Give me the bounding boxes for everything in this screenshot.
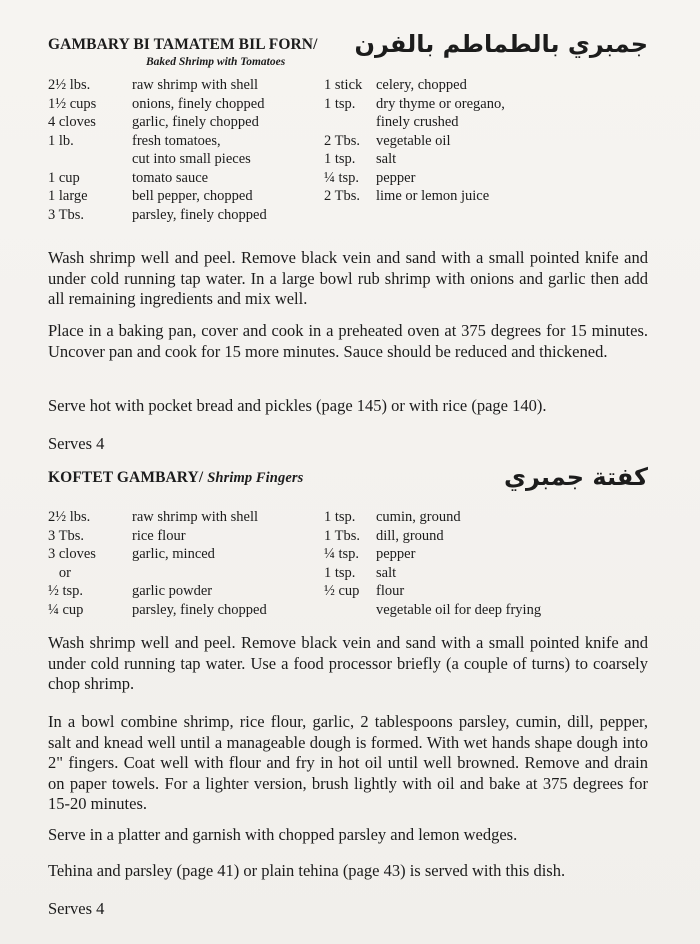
ingredient-item: celery, chopped — [376, 77, 467, 93]
ingredient-qty: 3 cloves — [48, 546, 96, 562]
recipe-title-arabic: كفتة جمبري — [503, 463, 648, 491]
ingredient-qty: 1 large — [48, 188, 88, 204]
recipe-baked-shrimp — [48, 30, 648, 226]
recipe-title-row — [48, 463, 648, 491]
ingredient-qty: 1 tsp. — [324, 509, 356, 525]
ingredient-qty: 1 lb. — [48, 132, 74, 149]
ingredient-row — [324, 508, 541, 527]
ingredient-qty: 1 Tbs. — [324, 527, 360, 544]
ingredient-row — [324, 582, 541, 601]
ingredient-item: salt — [376, 564, 397, 581]
ingredient-item: flour — [376, 583, 405, 599]
ingredient-row — [324, 187, 505, 206]
serving-suggestion: Serve in a platter and garnish with chopped parsley and lemon wedges. — [48, 825, 518, 844]
instruction-paragraph: Wash shrimp well and peel. Remove black vein and sand with a small pointed knife and under cold running tap water. Use a food processor briefly (a couple of turns) to coarsely chop shrimp. — [48, 633, 648, 693]
ingredient-row — [324, 76, 505, 95]
ingredient-row — [48, 527, 267, 546]
recipe-title-row — [48, 30, 648, 58]
ingredient-row — [324, 545, 541, 564]
ingredient-row — [48, 601, 267, 620]
ingredient-row — [48, 132, 267, 151]
ingredient-row — [324, 150, 505, 169]
ingredient-item: lime or lemon juice — [376, 188, 490, 204]
ingredient-item: dill, ground — [376, 527, 444, 544]
ingredient-row — [324, 132, 505, 151]
ingredient-qty: 1 tsp. — [324, 95, 356, 112]
ingredients-list — [48, 76, 648, 226]
ingredient-item: parsley, finely chopped — [132, 206, 267, 223]
ingredient-qty: 4 cloves — [48, 114, 96, 130]
ingredient-item: garlic, finely chopped — [132, 114, 259, 130]
ingredient-qty: ¼ tsp. — [324, 169, 360, 186]
ingredients-column-right — [324, 508, 541, 619]
serving-suggestion: Serve hot with pocket bread and pickles (page 145) or with rice (page 140). — [48, 396, 547, 415]
ingredient-item: finely crushed — [376, 114, 459, 130]
ingredients-list — [48, 508, 648, 623]
ingredient-row — [48, 206, 267, 225]
ingredient-row — [48, 508, 267, 527]
ingredient-item: cumin, ground — [376, 509, 461, 525]
ingredient-qty: 2½ lbs. — [48, 509, 91, 525]
ingredient-row — [324, 601, 541, 620]
ingredients-column-left — [48, 508, 267, 619]
ingredient-row — [324, 564, 541, 583]
recipe-shrimp-fingers — [48, 463, 648, 623]
ingredient-qty: 2½ lbs. — [48, 77, 91, 93]
recipe-title-text: KOFTET GAMBARY/ — [48, 469, 204, 486]
ingredient-item: vegetable oil — [376, 132, 451, 149]
side-dish-note: Tehina and parsley (page 41) or plain tehina (page 43) is served with this dish. — [48, 861, 566, 880]
ingredient-row — [48, 95, 267, 114]
recipe-subtitle: Baked Shrimp with Tomatoes — [146, 56, 286, 68]
ingredient-item: garlic powder — [132, 583, 213, 599]
instruction-paragraph: Place in a baking pan, cover and cook in a preheated oven at 375 degrees for 15 minutes. Uncover pan and cook for 15 more minutes. Sauce should be reduced and thickened. — [48, 321, 648, 361]
ingredient-qty: 1 cup — [48, 169, 80, 186]
ingredient-item: garlic, minced — [132, 546, 215, 562]
ingredient-row — [48, 582, 267, 601]
ingredient-qty: 2 Tbs. — [324, 132, 360, 149]
ingredient-item: tomato sauce — [132, 169, 209, 186]
recipe-title-subtitle: Shrimp Fingers — [207, 470, 304, 486]
ingredient-qty: ½ cup — [324, 583, 360, 599]
recipe-title — [48, 469, 303, 487]
ingredient-row — [48, 169, 267, 188]
ingredients-column-left — [48, 76, 267, 224]
ingredient-item: fresh tomatoes, — [132, 132, 221, 149]
ingredient-item: vegetable oil for deep frying — [376, 601, 542, 618]
ingredient-row — [324, 527, 541, 546]
ingredient-row — [324, 113, 505, 132]
ingredient-qty: 1 stick — [324, 77, 363, 93]
serves-count: Serves 4 — [48, 899, 105, 918]
recipe-title-arabic: جمبري بالطماطم بالفرن — [354, 30, 648, 58]
ingredient-item: salt — [376, 151, 397, 167]
ingredient-row — [48, 564, 267, 583]
serves-count: Serves 4 — [48, 434, 105, 453]
ingredient-qty — [48, 150, 132, 169]
ingredient-row — [48, 113, 267, 132]
ingredient-qty: or — [48, 564, 71, 581]
ingredients-column-right — [324, 76, 505, 206]
ingredient-item: bell pepper, chopped — [132, 188, 253, 204]
ingredient-qty — [324, 601, 376, 620]
ingredient-qty: ¼ tsp. — [324, 546, 360, 562]
ingredient-item: onions, finely chopped — [132, 95, 265, 112]
ingredient-item: pepper — [376, 169, 416, 186]
ingredient-qty: 3 Tbs. — [48, 527, 84, 544]
ingredient-item: cut into small pieces — [132, 151, 251, 167]
ingredient-qty: 1 tsp. — [324, 564, 356, 581]
ingredient-qty: ¼ cup — [48, 601, 84, 618]
ingredient-item: parsley, finely chopped — [132, 601, 267, 618]
ingredient-qty: 1½ cups — [48, 95, 97, 112]
ingredient-qty — [324, 113, 376, 132]
instruction-paragraph: Wash shrimp well and peel. Remove black vein and sand with a small pointed knife and under cold running tap water. In a large bowl rub shrimp with onions and garlic then add all remaining ingredients and mix well. — [48, 248, 648, 308]
ingredient-item: rice flour — [132, 527, 186, 544]
recipe-title: GAMBARY BI TAMATEM BIL FORN/ — [48, 36, 318, 53]
ingredient-item: raw shrimp with shell — [132, 77, 259, 93]
ingredient-row — [48, 545, 267, 564]
ingredient-item: pepper — [376, 546, 416, 562]
ingredient-item: dry thyme or oregano, — [376, 95, 505, 112]
ingredient-qty: ½ tsp. — [48, 583, 84, 599]
ingredient-row — [48, 76, 267, 95]
ingredient-qty: 1 tsp. — [324, 151, 356, 167]
ingredient-row — [324, 169, 505, 188]
instruction-paragraph: In a bowl combine shrimp, rice flour, garlic, 2 tablespoons parsley, cumin, dill, pepper, salt and knead well until a manageable dough is formed. With wet hands shape dough into 2" fingers. Coat well with flour and fry in hot oil until well browned. Remove and drain on paper towels. For a lighter version, brush lightly with oil and bake at 375 degrees for 15-20 minutes. — [48, 712, 648, 813]
ingredient-row — [324, 95, 505, 114]
ingredient-qty: 2 Tbs. — [324, 188, 360, 204]
ingredient-row — [48, 150, 267, 169]
ingredient-item: raw shrimp with shell — [132, 509, 259, 525]
ingredient-row — [48, 187, 267, 206]
ingredient-qty: 3 Tbs. — [48, 206, 84, 223]
